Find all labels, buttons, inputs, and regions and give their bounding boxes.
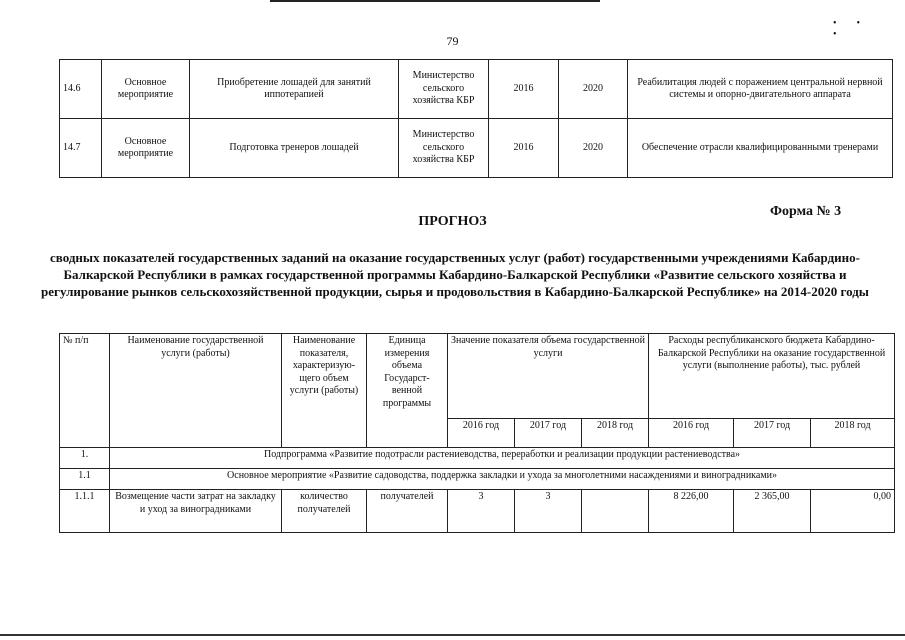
header-row bbox=[60, 334, 895, 419]
page-number: 79 bbox=[446, 34, 459, 48]
event-end-year: 2020 bbox=[559, 60, 628, 119]
volume-2018 bbox=[582, 490, 649, 533]
document-subtitle: сводных показателей государственных заданий на оказание государственных услуг (работ) государственными учреждениями Кабардино-Балкарской Республики в рамках государственной программы Кабардино-Балкарской Республики «Развитие сельского хозяйства и регулирование рынков сельскохозяйственной продукции, сырья и продовольствия в Кабардино-Балкарской Республике» на 2014-2020 годы bbox=[41, 250, 869, 299]
main-event-row bbox=[60, 469, 895, 490]
year-header: 2017 год bbox=[734, 419, 811, 448]
event-name: Приобретение лошадей для занятий иппотерапией bbox=[190, 60, 399, 119]
event-start-year: 2016 bbox=[489, 119, 559, 178]
row-unit: получателей bbox=[367, 490, 448, 533]
form-label: Форма № 3 bbox=[770, 204, 842, 219]
subprogram-number: 1. bbox=[60, 448, 110, 469]
event-number: 14.7 bbox=[60, 119, 102, 178]
event-result: Обеспечение отрасли квалифицированными тренерами bbox=[628, 119, 893, 178]
main-event-number: 1.1 bbox=[60, 469, 110, 490]
header-expenses: Расходы республиканского бюджета Кабардино-Балкарской Республики на оказание государственной услуги (выполнение работы), тыс. рублей bbox=[649, 334, 895, 419]
year-header: 2016 год bbox=[448, 419, 515, 448]
expense-2016: 8 226,00 bbox=[649, 490, 734, 533]
row-number: 1.1.1 bbox=[60, 490, 110, 533]
year-header: 2018 год bbox=[811, 419, 895, 448]
volume-2016: 3 bbox=[448, 490, 515, 533]
expense-2018: 0,00 bbox=[811, 490, 895, 533]
table-row bbox=[60, 490, 895, 533]
subprogram-title: Подпрограмма «Развитие подотрасли растениеводства, переработки и реализации продукции растениеводства» bbox=[110, 448, 895, 469]
event-executor: Министерство сельского хозяйства КБР bbox=[399, 119, 489, 178]
volume-2017: 3 bbox=[515, 490, 582, 533]
event-name: Подготовка тренеров лошадей bbox=[190, 119, 399, 178]
event-start-year: 2016 bbox=[489, 60, 559, 119]
bottom-scan-rule bbox=[0, 634, 905, 636]
top-scan-rule bbox=[270, 0, 600, 2]
row-indicator: количество получателей bbox=[282, 490, 367, 533]
row-service: Возмещение части затрат на закладку и уход за виноградниками bbox=[110, 490, 282, 533]
event-end-year: 2020 bbox=[559, 119, 628, 178]
subprogram-row bbox=[60, 448, 895, 469]
table-row bbox=[60, 60, 893, 119]
header-unit: Единица измерения объема Государст-венной программы bbox=[367, 334, 448, 448]
main-event-title: Основное мероприятие «Развитие садоводства, поддержка закладки и ухода за многолетними насаждениями и виноградниками» bbox=[110, 469, 895, 490]
event-executor: Министерство сельского хозяйства КБР bbox=[399, 60, 489, 119]
event-result: Реабилитация людей с поражением центральной нервной системы и опорно-двигательного аппарата bbox=[628, 60, 893, 119]
event-number: 14.6 bbox=[60, 60, 102, 119]
header-num: № п/п bbox=[60, 334, 110, 448]
forecast-table bbox=[59, 333, 895, 533]
year-header: 2018 год bbox=[582, 419, 649, 448]
header-indicator: Наименование показателя, характеризую-щего объем услуги (работы) bbox=[282, 334, 367, 448]
header-service: Наименование государственной услуги (работы) bbox=[110, 334, 282, 448]
year-header: 2017 год bbox=[515, 419, 582, 448]
corner-marks: •• • bbox=[833, 18, 881, 40]
year-header: 2016 год bbox=[649, 419, 734, 448]
event-type: Основное мероприятие bbox=[102, 60, 190, 119]
page-title: ПРОГНОЗ bbox=[418, 214, 487, 229]
expense-2017: 2 365,00 bbox=[734, 490, 811, 533]
events-table bbox=[59, 59, 893, 178]
header-volume: Значение показателя объема государственной услуги bbox=[448, 334, 649, 419]
table-row bbox=[60, 119, 893, 178]
event-type: Основное мероприятие bbox=[102, 119, 190, 178]
